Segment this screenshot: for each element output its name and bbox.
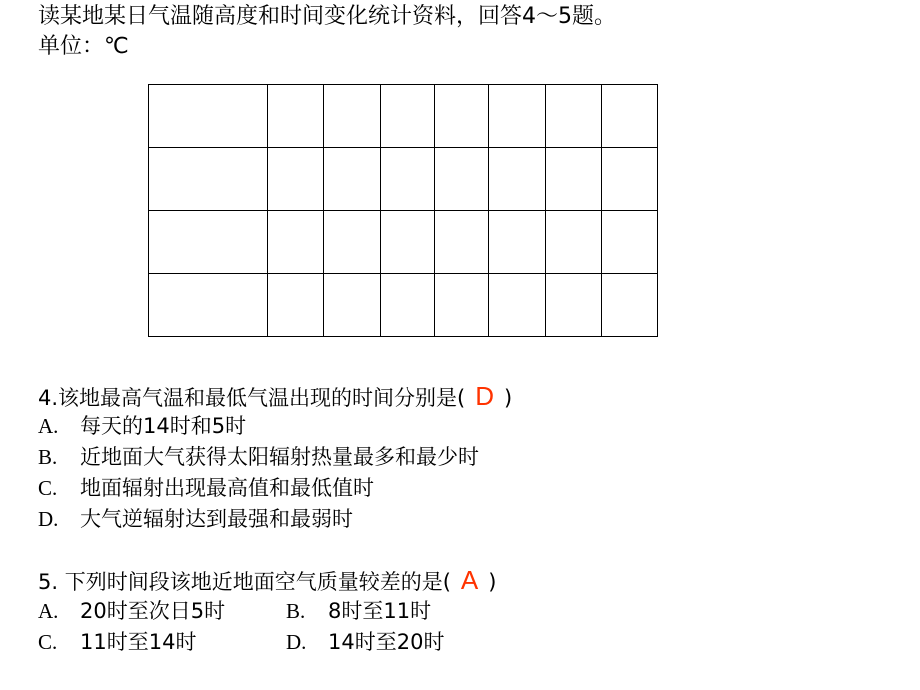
- q4-option-d-text: 大气逆辐射达到最强和最弱时: [80, 507, 353, 531]
- table-cell: [324, 211, 381, 274]
- question-5-answer: A: [460, 565, 479, 595]
- question-5: [38, 565, 496, 597]
- question-4-answer: D: [475, 381, 495, 411]
- q4-option-a: [38, 411, 246, 441]
- q5-option-d: [286, 627, 444, 657]
- table-cell: [546, 148, 602, 211]
- table-cell: [602, 274, 658, 337]
- table-cell: [489, 85, 546, 148]
- table-cell: [149, 274, 268, 337]
- table-cell: [268, 85, 324, 148]
- q4-option-c: [38, 473, 374, 503]
- table-cell: [381, 85, 435, 148]
- question-5-stem: 5. 下列时间段该地近地面空气质量较差的是(: [38, 570, 451, 594]
- table-cell: [546, 85, 602, 148]
- q5-option-b-text: 8时至11时: [328, 599, 432, 623]
- question-4: [38, 381, 512, 413]
- q4-option-b-text: 近地面大气获得太阳辐射热量最多和最少时: [80, 445, 479, 469]
- q4-option-c-label: C.: [38, 476, 58, 500]
- table-cell: [268, 274, 324, 337]
- question-5-close: ): [488, 570, 497, 594]
- q5-option-b: [286, 596, 431, 626]
- table-cell: [381, 211, 435, 274]
- table-cell: [324, 85, 381, 148]
- table-cell: [489, 211, 546, 274]
- q5-option-a: [38, 596, 225, 626]
- data-table: [148, 84, 658, 337]
- table-cell: [381, 148, 435, 211]
- table-cell: [381, 274, 435, 337]
- q4-option-d-label: D.: [38, 507, 59, 531]
- q5-option-c: [38, 627, 196, 657]
- table-cell: [324, 274, 381, 337]
- table-cell: [546, 274, 602, 337]
- table-cell: [268, 211, 324, 274]
- q5-option-a-label: A.: [38, 599, 59, 623]
- q5-option-a-text: 20时至次日5时: [80, 599, 226, 623]
- q5-option-b-label: B.: [286, 599, 306, 623]
- q5-option-d-label: D.: [286, 630, 307, 654]
- table-row: [149, 211, 658, 274]
- table-cell: [268, 148, 324, 211]
- table-cell: [489, 274, 546, 337]
- q4-option-a-text: 每天的14时和5时: [80, 414, 247, 438]
- q5-option-d-text: 14时至20时: [328, 630, 445, 654]
- table-cell: [149, 148, 268, 211]
- table-cell: [435, 211, 489, 274]
- table-cell: [546, 211, 602, 274]
- question-4-stem: 4.该地最高气温和最低气温出现的时间分别是(: [38, 386, 466, 410]
- table-row: [149, 85, 658, 148]
- q4-option-b: [38, 442, 479, 472]
- table-cell: [602, 148, 658, 211]
- table-row: [149, 274, 658, 337]
- table-cell: [149, 211, 268, 274]
- q5-option-c-label: C.: [38, 630, 58, 654]
- q4-option-b-label: B.: [38, 445, 58, 469]
- table-cell: [602, 211, 658, 274]
- table-cell: [149, 85, 268, 148]
- table-cell: [435, 85, 489, 148]
- q5-option-c-text: 11时至14时: [80, 630, 197, 654]
- q4-option-d: [38, 504, 353, 534]
- table-cell: [324, 148, 381, 211]
- table-cell: [435, 148, 489, 211]
- table-cell: [435, 274, 489, 337]
- q4-option-c-text: 地面辐射出现最高值和最低值时: [80, 476, 374, 500]
- table-cell: [489, 148, 546, 211]
- table-cell: [602, 85, 658, 148]
- table-row: [149, 148, 658, 211]
- question-4-close: ): [504, 386, 513, 410]
- q4-option-a-label: A.: [38, 414, 59, 438]
- unit-line: 单位：℃: [38, 34, 129, 59]
- intro-line-1: 读某地某日气温随高度和时间变化统计资料，回答4～5题。: [38, 4, 616, 29]
